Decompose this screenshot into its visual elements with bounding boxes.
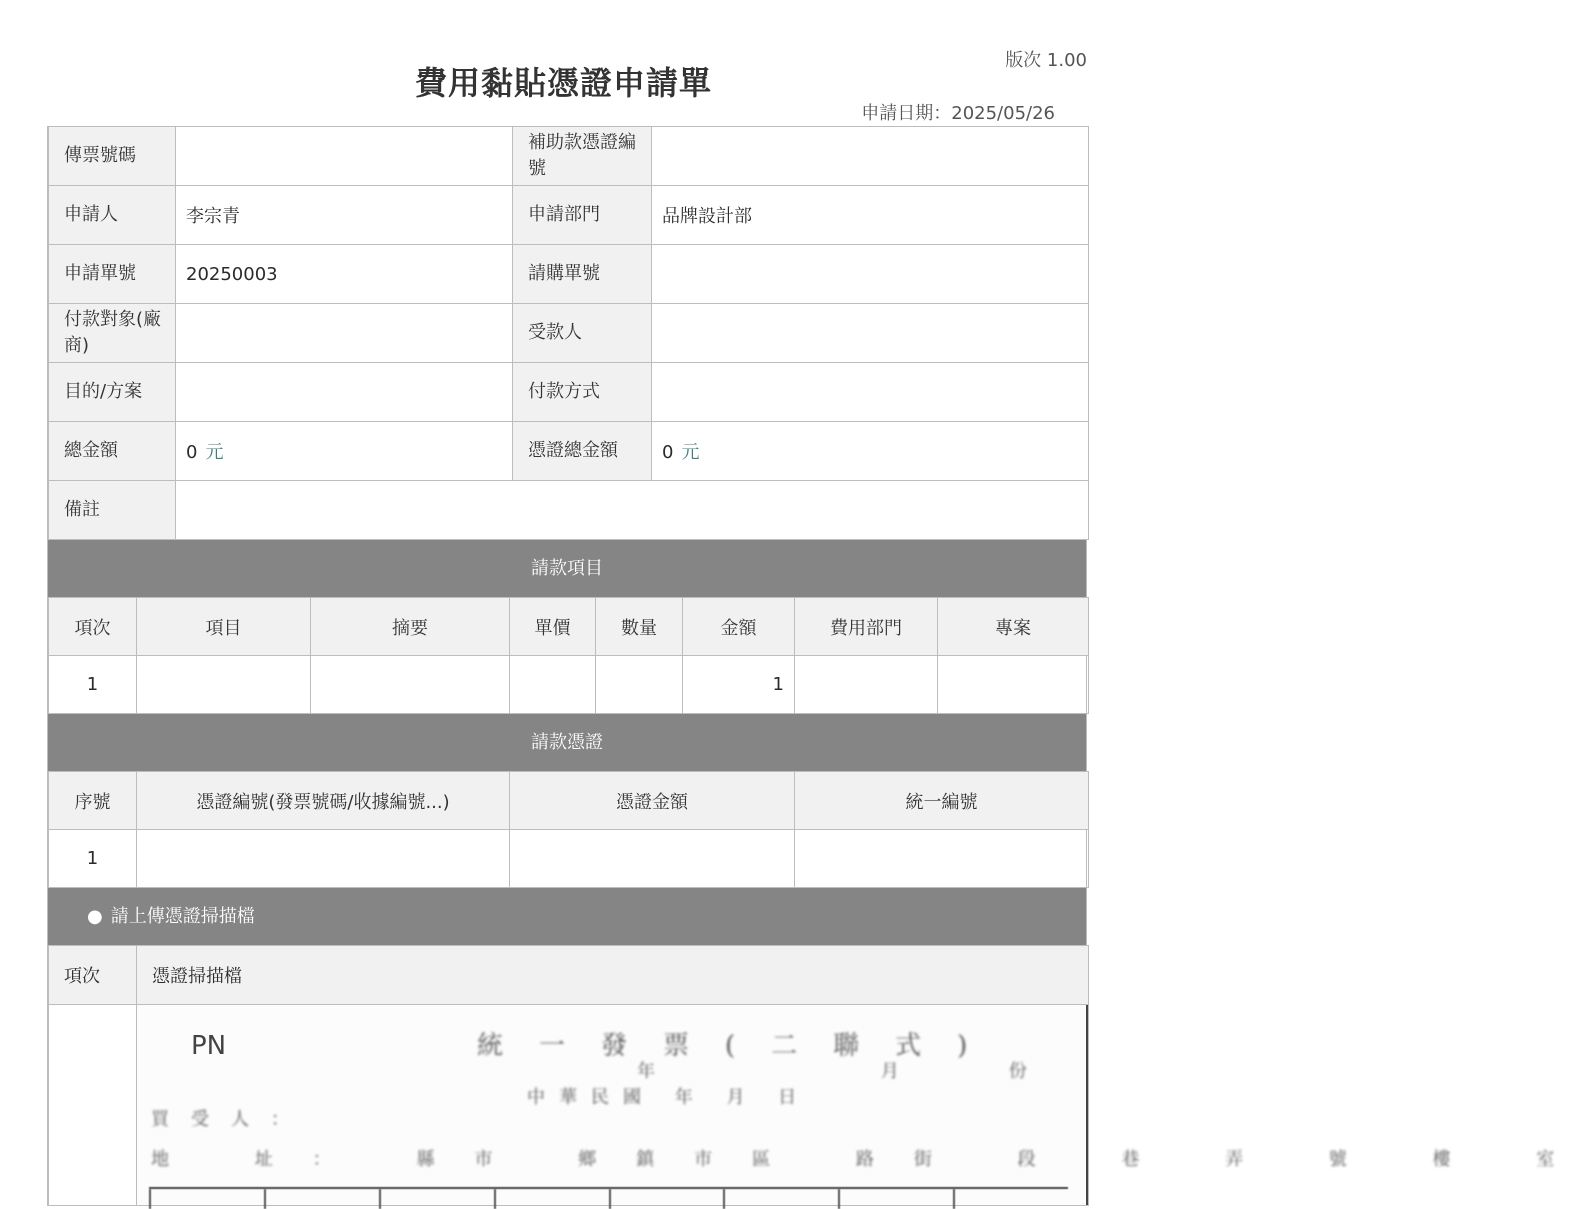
items-header-row xyxy=(49,598,1089,656)
form-no-label: 申請單號 xyxy=(49,245,176,304)
upload-section-title: 請上傳憑證掃描檔 xyxy=(110,906,255,927)
items-col-item: 項目 xyxy=(137,598,311,656)
purpose-label: 目的/方案 xyxy=(49,363,176,422)
info-row-form-no xyxy=(49,245,1089,304)
info-row-applicant xyxy=(49,186,1089,245)
voucher-total-unit: 元 xyxy=(681,442,700,463)
form-title: 費用黏貼憑證申請單 xyxy=(414,64,712,102)
invoice-address: 地 址： 縣市 鄉鎮市區 路街 段 巷 弄 號 樓 室 xyxy=(151,1149,1594,1170)
vouchers-table xyxy=(48,771,1089,888)
voucher-total-field[interactable] xyxy=(652,422,1089,481)
vouchers-section-header: 請款憑證 xyxy=(48,714,1086,771)
invoice-code: PN xyxy=(191,1031,227,1061)
upload-col-index: 項次 xyxy=(49,946,137,1005)
items-col-amount: 金額 xyxy=(683,598,795,656)
form-no-field[interactable]: 20250003 xyxy=(176,245,513,304)
voucher-total-label: 憑證總金額 xyxy=(513,422,652,481)
remarks-field[interactable] xyxy=(176,481,1089,540)
basic-info-table xyxy=(48,126,1089,540)
items-col-index: 項次 xyxy=(49,598,137,656)
payment-method-label: 付款方式 xyxy=(513,363,652,422)
invoice-date: 中華民國 年 月 日 xyxy=(527,1087,811,1108)
vouchers-header-row xyxy=(49,772,1089,830)
applicant-label: 申請人 xyxy=(49,186,176,245)
items-col-summary: 摘要 xyxy=(311,598,510,656)
upload-cell-index xyxy=(49,1005,137,1206)
vouchers-cell-amount[interactable] xyxy=(510,830,795,888)
payment-method-field[interactable] xyxy=(652,363,1089,422)
table-row xyxy=(49,1005,1089,1206)
total-field[interactable] xyxy=(176,422,513,481)
total-unit: 元 xyxy=(205,442,224,463)
purchase-no-field[interactable] xyxy=(652,245,1089,304)
vouchers-col-amount: 憑證金額 xyxy=(510,772,795,830)
subsidy-voucher-field[interactable] xyxy=(652,127,1089,186)
items-cell-item[interactable] xyxy=(137,656,311,714)
upload-table xyxy=(48,945,1594,1206)
upload-col-scan: 憑證掃描檔 xyxy=(137,946,1089,1005)
vouchers-col-tax-id: 統一編號 xyxy=(795,772,1089,830)
invoice-period: 年 月份 xyxy=(637,1061,1137,1082)
payee-vendor-label: 付款對象(廠商) xyxy=(49,304,176,363)
total-value: 0 xyxy=(186,442,198,463)
items-col-quantity: 數量 xyxy=(596,598,683,656)
items-cell-cost-dept[interactable] xyxy=(795,656,938,714)
items-col-unit-price: 單價 xyxy=(510,598,596,656)
info-row-remarks xyxy=(49,481,1089,540)
items-cell-project[interactable] xyxy=(938,656,1089,714)
recipient-field[interactable] xyxy=(652,304,1089,363)
items-cell-amount[interactable]: 1 xyxy=(683,656,795,714)
info-row-purpose xyxy=(49,363,1089,422)
voucher-no-label: 傳票號碼 xyxy=(49,127,176,186)
scanned-invoice-image[interactable] xyxy=(137,1005,1594,1205)
vouchers-col-index: 序號 xyxy=(49,772,137,830)
purpose-field[interactable] xyxy=(176,363,513,422)
info-row-total xyxy=(49,422,1089,481)
items-section-header: 請款項目 xyxy=(48,540,1086,597)
info-row-payee xyxy=(49,304,1089,363)
recipient-label: 受款人 xyxy=(513,304,652,363)
table-row xyxy=(49,656,1089,714)
bullet-icon: ● xyxy=(87,906,103,927)
items-col-cost-dept: 費用部門 xyxy=(795,598,938,656)
invoice-title: 統一發票(二聯式) xyxy=(477,1031,1004,1061)
department-label: 申請部門 xyxy=(513,186,652,245)
vouchers-col-number: 憑證編號(發票號碼/收據編號...) xyxy=(137,772,510,830)
subsidy-voucher-label: 補助款憑證編號 xyxy=(513,127,652,186)
version-label: 版次 1.00 xyxy=(1005,50,1087,71)
items-cell-unit-price[interactable] xyxy=(510,656,596,714)
vouchers-cell-number[interactable] xyxy=(137,830,510,888)
invoice-table-cells xyxy=(149,1189,1068,1209)
invoice-buyer: 買受人： xyxy=(151,1109,311,1130)
upload-header-row xyxy=(49,946,1089,1005)
payee-vendor-field[interactable] xyxy=(176,304,513,363)
items-table xyxy=(48,597,1089,714)
purchase-no-label: 請購單號 xyxy=(513,245,652,304)
vouchers-cell-index: 1 xyxy=(49,830,137,888)
apply-date: 申請日期：2025/05/26 xyxy=(861,103,1055,124)
total-label: 總金額 xyxy=(49,422,176,481)
items-col-project: 專案 xyxy=(938,598,1089,656)
items-cell-index: 1 xyxy=(49,656,137,714)
form-sheet xyxy=(47,126,1594,1206)
items-cell-summary[interactable] xyxy=(311,656,510,714)
upload-cell-scan[interactable] xyxy=(137,1005,1594,1206)
applicant-field[interactable]: 李宗青 xyxy=(176,186,513,245)
department-field[interactable]: 品牌設計部 xyxy=(652,186,1089,245)
table-row xyxy=(49,830,1089,888)
vouchers-cell-tax-id[interactable] xyxy=(795,830,1089,888)
voucher-no-field[interactable] xyxy=(176,127,513,186)
items-cell-quantity[interactable] xyxy=(596,656,683,714)
info-row-voucher xyxy=(49,127,1089,186)
upload-section-header xyxy=(48,888,1086,945)
voucher-total-value: 0 xyxy=(662,442,674,463)
remarks-label: 備註 xyxy=(49,481,176,540)
